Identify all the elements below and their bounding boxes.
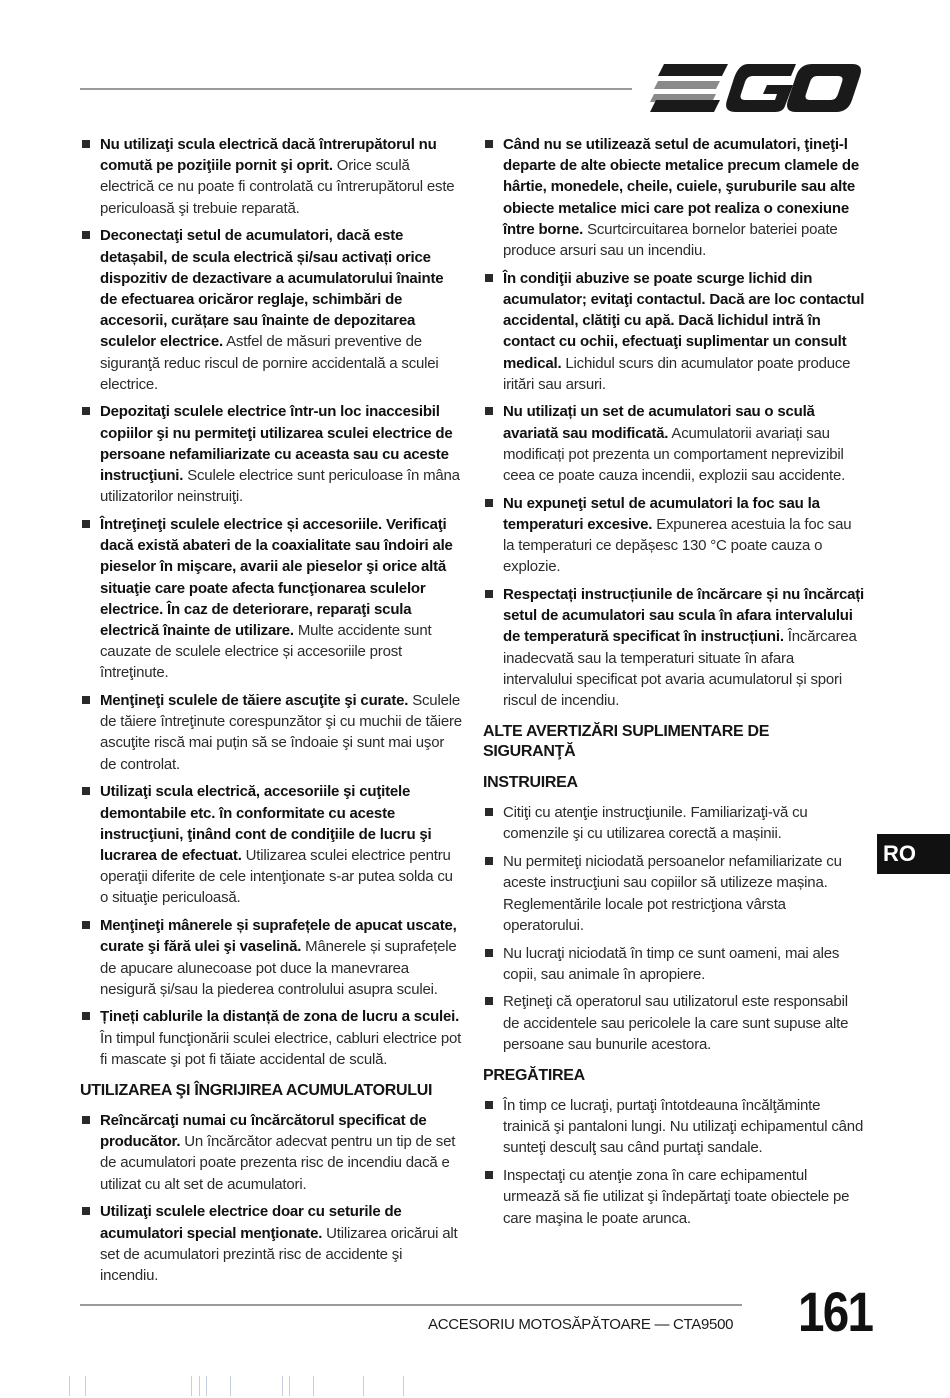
square-bullet-icon bbox=[485, 590, 493, 598]
list-item bbox=[483, 991, 865, 1055]
item-text: Utilizarea oricărui alt set de acumulatori prezintă risc de accidente şi incendiu. bbox=[100, 1224, 458, 1284]
item-bold-text: Utilizaţi scula electrică, accesoriile şi cuţitele demontabile etc. în conformitate cu aceste instrucţiuni, ţinând cont de condiţiile de lucru şi lucrarea de efectuat. bbox=[100, 783, 432, 864]
list-item bbox=[483, 1165, 865, 1229]
square-bullet-icon bbox=[82, 1116, 90, 1124]
item-bold-text: Nu utilizați un set de acumulatori sau o sculă avariată sau modificată. bbox=[503, 403, 815, 442]
square-bullet-icon bbox=[82, 140, 90, 148]
square-bullet-icon bbox=[485, 808, 493, 816]
item-text: Reţineţi că operatorul sau utilizatorul este responsabil de accidentele sau pericolele la care sunt supuse alte persoane sau bunurile acestora. bbox=[503, 993, 849, 1053]
item-text: Multe accidente sunt cauzate de sculele electrice și accesoriile prost întreţinute. bbox=[100, 621, 432, 682]
list-item bbox=[80, 1110, 464, 1195]
square-bullet-icon bbox=[82, 1012, 90, 1020]
item-text: Sculele electrice sunt periculoase în mâna utilizatorilor neinstruiţi. bbox=[100, 467, 460, 506]
item-text: Expunerea acestuia la foc sau la temperaturi ce depășesc 130 °C poate cauza o explozie. bbox=[503, 515, 852, 576]
safety-list-battery-continued bbox=[483, 134, 865, 711]
square-bullet-icon bbox=[485, 140, 493, 148]
list-item bbox=[483, 268, 865, 395]
item-text: Nu permiteţi niciodată persoanelor nefamiliarizate cu aceste instrucţiuni sau copiilor să utilizeze mașina. Reglementările locale pot restricţiona vârsta operatorului. bbox=[503, 853, 842, 934]
list-item bbox=[80, 225, 464, 395]
list-item bbox=[483, 802, 865, 844]
list-item bbox=[80, 401, 464, 507]
item-text: Sculele de tăiere întreţinute corespunzător şi cu muchii de tăiere ascuţite riscă mai puțin să se îndoaie şi sunt mai uşor de controlat. bbox=[100, 692, 462, 773]
item-bold-text: În condiţii abuzive se poate scurge lichid din acumulator; evitaţi contactul. Dacă are loc contactul accidental, clătiţi cu apă. Dacă lichidul intră în contact cu ochii, efectuaţi suplimentar un consult medical. bbox=[503, 269, 865, 372]
safety-list-battery bbox=[80, 1110, 464, 1286]
item-text: Citiţi cu atenţie instrucţiunile. Familiarizaţi-vă cu comenzile şi cu utilizarea corectă a mașinii. bbox=[503, 804, 808, 843]
item-bold-text: Țineți cablurile la distanță de zona de lucru a sculei. bbox=[100, 1008, 460, 1026]
item-bold-text: Întreţineţi sculele electrice și accesoriile. Verificaţi dacă există abateri de la coaxialitate sau îndoiri ale pieselor în mişcare, avarii ale pieselor şi orice altă situaţie care poate afecta funcţionarea sculelor electrice. În caz de deteriorare, reparaţi scula electrică înainte de utilizare. bbox=[100, 515, 453, 639]
list-item bbox=[80, 781, 464, 908]
square-bullet-icon bbox=[82, 407, 90, 415]
item-bold-text: Deconectaţi setul de acumulatori, dacă este detașabil, de scula electrică și/sau activați orice dispozitiv de dezactivare a acumulatorului înainte de efectuarea oricăror reglaje, schimbări de accesorii, curățare sau înainte de depozitarea sculelor electrice. bbox=[100, 227, 444, 351]
training-list bbox=[483, 802, 865, 1055]
square-bullet-icon bbox=[82, 1207, 90, 1215]
preparation-list bbox=[483, 1095, 865, 1229]
square-bullet-icon bbox=[82, 696, 90, 704]
item-text: Inspectaţi cu atenţie zona în care echipamentul urmează să fie utilizat şi îndepărtaţi toate obiectele pe care maşina le poate arunca. bbox=[503, 1167, 850, 1227]
list-item bbox=[80, 915, 464, 1000]
footer-rule bbox=[80, 1304, 742, 1306]
item-bold-text: Menţineţi mânerele și suprafețele de apucat uscate, curate şi fără ulei şi vaselină. bbox=[100, 917, 457, 956]
page-number: 161 bbox=[798, 1280, 873, 1343]
header-rule bbox=[80, 88, 632, 90]
section-heading-additional-warnings: ALTE AVERTIZĂRI SUPLIMENTARE DE SIGURANŢĂ bbox=[483, 723, 770, 761]
list-item bbox=[80, 690, 464, 775]
language-tab: RO bbox=[877, 834, 950, 874]
item-text: Orice sculă electrică ce nu poate fi controlată cu întrerupătorul este periculoasă şi trebuie reparată. bbox=[100, 157, 455, 217]
list-item bbox=[80, 514, 464, 684]
square-bullet-icon bbox=[485, 1101, 493, 1109]
list-item bbox=[483, 943, 865, 985]
list-item bbox=[80, 1006, 464, 1070]
item-text: Încărcarea inadecvată sau la temperaturi situate în afara intervalului specificat pot avaria acumulatorul și spori riscul de incendiu. bbox=[503, 628, 857, 710]
item-bold-text: Respectați instrucțiunile de încărcare și nu încărcați setul de acumulatori sau scula în afara intervalului de temperatură specificat în instrucțiuni. bbox=[503, 586, 864, 646]
list-item bbox=[483, 134, 865, 261]
square-bullet-icon bbox=[82, 520, 90, 528]
item-text: Acumulatorii avariați sau modificați pot prezenta un comportament neprevizibil ceea ce poate cauza incendii, explozii sau accidente. bbox=[503, 424, 846, 485]
item-text: În timpul funcţionării sculei electrice, cabluri electrice pot fi mascate şi pot fi tăiate accidental de sculă. bbox=[100, 1029, 462, 1068]
section-heading-training: INSTRUIREA bbox=[483, 774, 578, 792]
item-text: Lichidul scurs din acumulator poate produce iritări sau arsuri. bbox=[503, 354, 851, 393]
item-text: Mânerele și suprafețele de apucare alunecoase pot duce la manevrarea nesigură și/sau la piederea controlului asupra sculei. bbox=[100, 938, 457, 998]
item-bold-text: Când nu se utilizează setul de acumulatori, ţineţi-l departe de alte obiecte metalice precum clamele de hârtie, monedele, cheile, cuiele, şuruburile sau alte obiecte metalice mici care pot realiza o conexiune între borne. bbox=[503, 136, 859, 238]
left-column bbox=[80, 134, 464, 1293]
square-bullet-icon bbox=[82, 787, 90, 795]
safety-list-tools bbox=[80, 134, 464, 1070]
square-bullet-icon bbox=[485, 1171, 493, 1179]
footer-title: ACCESORIU MOTOSĂPĂTOARE — CTA9500 bbox=[428, 1316, 734, 1333]
list-item bbox=[80, 134, 464, 219]
list-item bbox=[483, 584, 865, 711]
square-bullet-icon bbox=[485, 857, 493, 865]
square-bullet-icon bbox=[485, 407, 493, 415]
square-bullet-icon bbox=[485, 274, 493, 282]
item-bold-text: Reîncărcaţi numai cu încărcătorul specificat de producător. bbox=[100, 1112, 427, 1151]
square-bullet-icon bbox=[485, 499, 493, 507]
square-bullet-icon bbox=[485, 949, 493, 957]
item-text: Scurtcircuitarea bornelor bateriei poate produce arsuri sau un incendiu. bbox=[503, 220, 838, 260]
item-bold-text: Nu expuneţi setul de acumulatori la foc sau la temperaturi excesive. bbox=[503, 494, 820, 533]
item-text: Utilizarea sculei electrice pentru operaţii diferite de cele intenţionate s-ar putea solda cu o situaţie periculoasă. bbox=[100, 847, 453, 907]
list-item bbox=[483, 493, 865, 578]
item-text: Un încărcător adecvat pentru un tip de set de acumulatori poate prezenta risc de incendiu dacă e utilizat cu alt set de acumulatori. bbox=[100, 1133, 456, 1193]
list-item bbox=[483, 851, 865, 936]
item-bold-text: Utilizaţi sculele electrice doar cu seturile de acumulatori special menţionate. bbox=[100, 1203, 402, 1242]
section-heading-battery-use: UTILIZAREA ŞI ÎNGRIJIREA ACUMULATORULUI bbox=[80, 1082, 433, 1100]
item-bold-text: Nu utilizaţi scula electrică dacă întrerupătorul nu comută pe poziţiile pornit şi oprit. bbox=[100, 136, 437, 175]
square-bullet-icon bbox=[82, 921, 90, 929]
list-item bbox=[483, 401, 865, 486]
print-registration-marks bbox=[60, 1376, 460, 1396]
square-bullet-icon bbox=[82, 231, 90, 239]
item-bold-text: Depozitaţi sculele electrice într-un loc inaccesibil copiilor şi nu permiteţi utilizarea sculei electrice de persoane nefamiliarizate cu aceasta sau cu aceste instrucţiuni. bbox=[100, 403, 453, 485]
item-text: Nu lucraţi niciodată în timp ce sunt oameni, mai ales copii, sau animale în apropiere. bbox=[503, 944, 840, 983]
list-item bbox=[80, 1201, 464, 1286]
right-column bbox=[483, 134, 865, 1235]
section-heading-preparation: PREGĂTIREA bbox=[483, 1067, 585, 1085]
ego-logo bbox=[650, 62, 862, 114]
list-item bbox=[483, 1095, 865, 1159]
square-bullet-icon bbox=[485, 997, 493, 1005]
item-text: Astfel de măsuri preventive de siguranţă reduc riscul de pornire accidentală a sculei electrice. bbox=[100, 333, 439, 393]
item-bold-text: Menţineţi sculele de tăiere ascuţite şi curate. bbox=[100, 692, 409, 710]
item-text: În timp ce lucraţi, purtaţi întotdeauna încălţăminte trainică şi pantaloni lungi. Nu utilizaţi echipamentul când sunteţi desculţ sau când purtaţi sandale. bbox=[503, 1097, 864, 1157]
